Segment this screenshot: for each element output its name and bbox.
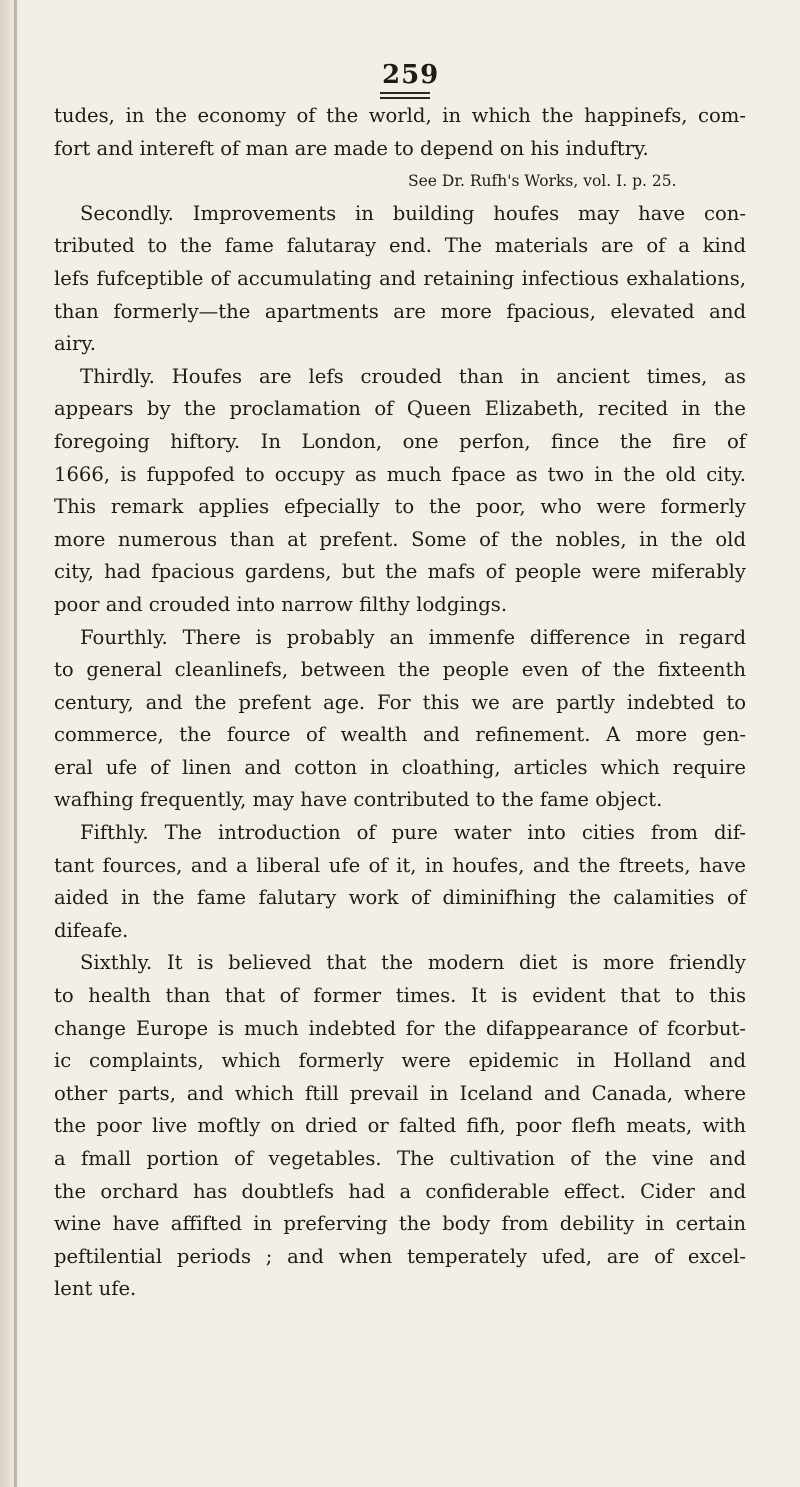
text-line: century, and the prefent age. For this we are partly indebted to: [54, 690, 746, 714]
text-line: commerce, the fource of wealth and refinement. A more gen-: [54, 723, 746, 747]
text-line: airy.: [54, 332, 97, 356]
text-line: peftilential periods ; and when temperately ufed, are of excel-: [54, 1244, 746, 1268]
text-line: lent ufe.: [54, 1277, 137, 1301]
text-line: lefs fufceptible of accumulating and retaining infectious exhalations,: [54, 266, 746, 290]
text-line: This remark applies efpecially to the poor, who were formerly: [54, 495, 746, 519]
text-line: change Europe is much indebted for the difappearance of fcorbut-: [54, 1016, 746, 1040]
text-line: tributed to the fame falutaray end. The materials are of a kind: [54, 234, 746, 258]
text-line: poor and crouded into narrow filthy lodgings.: [54, 592, 508, 616]
text-line: wine have affifted in preferving the body from debility in certain: [54, 1212, 746, 1236]
text-line: tudes, in the economy of the world, in which the happinefs, com-: [54, 104, 746, 127]
header-rule: [380, 92, 430, 94]
text-line: the poor live moftly on dried or falted fifh, poor flefh meats, with: [54, 1114, 746, 1138]
text-line: aided in the fame falutary work of diminifhing the calamities of: [54, 886, 746, 910]
text-line: to general cleanlinefs, between the people even of the fixteenth: [54, 658, 746, 682]
text-line: Fourthly. There is probably an immenfe difference in regard: [80, 625, 746, 649]
page-edge: [0, 0, 22, 1487]
text-line: fort and intereft of man are made to depend on his induftry.: [54, 136, 649, 160]
header-rule: [380, 97, 430, 99]
text-line: city, had fpacious gardens, but the mafs of people were miferably: [54, 560, 746, 584]
text-line: eral ufe of linen and cotton in cloathing, articles which require: [54, 755, 746, 779]
text-line: 1666, is fuppofed to occupy as much fpace as two in the old city.: [54, 462, 746, 486]
gutter-line: [14, 0, 17, 1487]
body-text: [54, 100, 746, 1306]
text-line: Secondly. Improvements in building houfes may have con-: [80, 201, 746, 225]
text-line: than formerly—the apartments are more fpacious, elevated and: [54, 299, 746, 323]
text-line: Fifthly. The introduction of pure water into cities from dif-: [80, 821, 746, 845]
text-line: Sixthly. It is believed that the modern diet is more friendly: [80, 951, 746, 975]
page-number: 259: [382, 60, 440, 90]
text-line: tant fources, and a liberal ufe of it, in houfes, and the ftreets, have: [54, 853, 746, 877]
text-line: wafhing frequently, may have contributed to the fame object.: [54, 788, 663, 812]
text-line: Thirdly. Houfes are lefs crouded than in ancient times, as: [80, 364, 746, 388]
text-line: foregoing hiftory. In London, one perfon, fince the fire of: [54, 429, 746, 453]
text-line: a fmall portion of vegetables. The cultivation of the vine and: [54, 1147, 746, 1170]
text-line: other parts, and which ftill prevail in Iceland and Canada, where: [54, 1081, 746, 1105]
text-line: the orchard has doubtlefs had a confiderable effect. Cider and: [54, 1179, 746, 1203]
text-line: to health than that of former times. It is evident that to this: [54, 984, 746, 1008]
text-line: ic complaints, which formerly were epidemic in Holland and: [54, 1049, 746, 1073]
citation: See Dr. Rufh's Works, vol. I. p. 25.: [408, 172, 677, 191]
text-line: difeafe.: [54, 918, 129, 942]
text-line: more numerous than at prefent. Some of the nobles, in the old: [54, 527, 746, 551]
text-line: appears by the proclamation of Queen Elizabeth, recited in the: [54, 397, 746, 421]
